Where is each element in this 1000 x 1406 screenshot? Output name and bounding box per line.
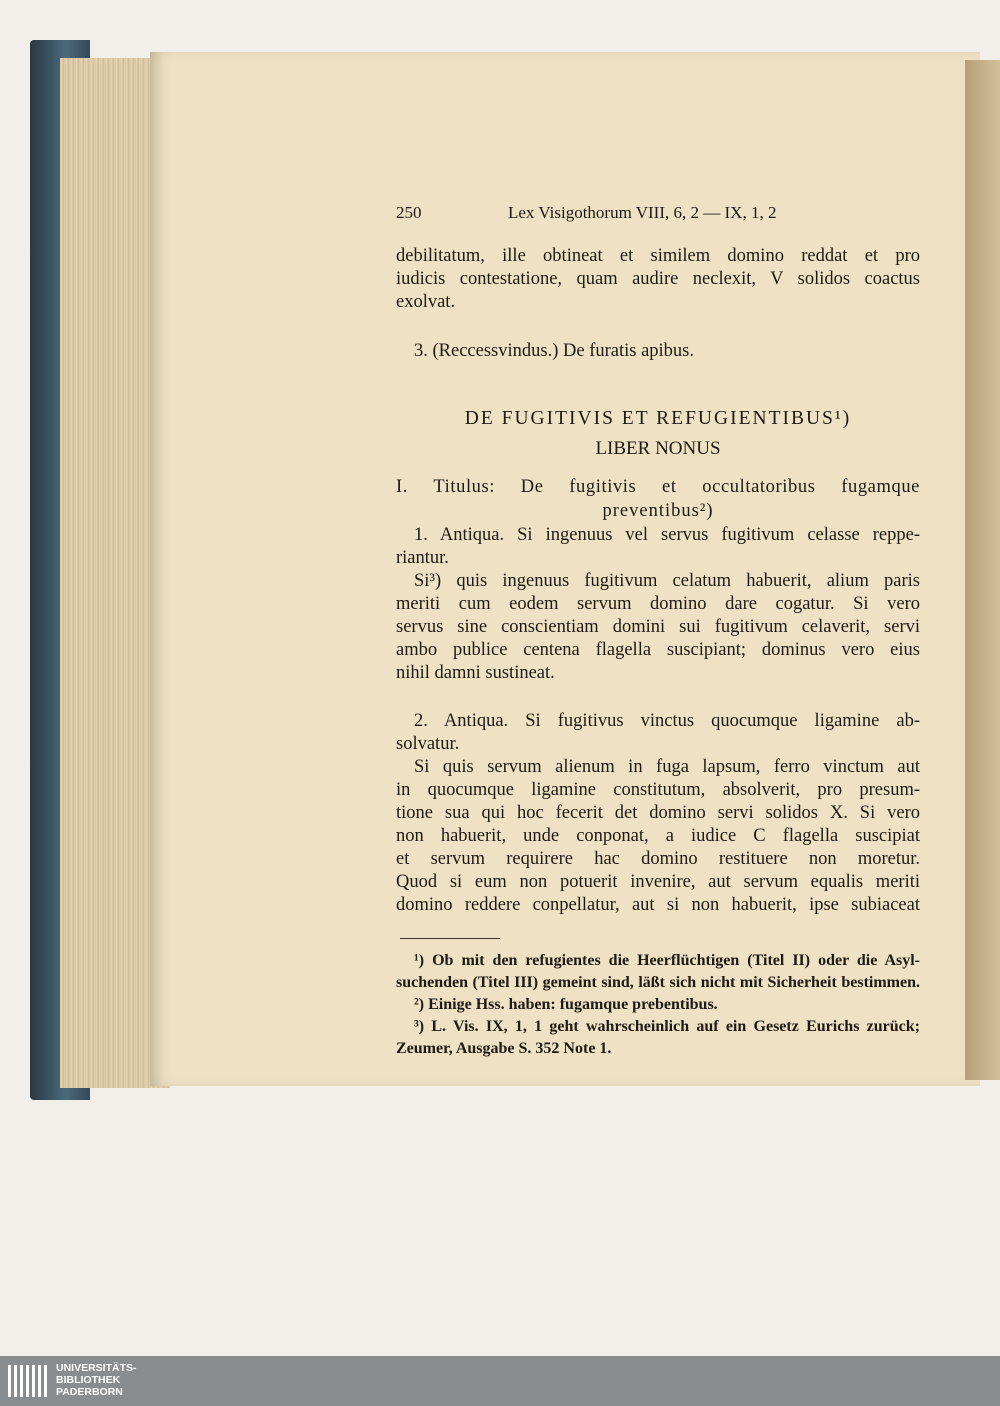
footnote-rule <box>400 938 500 939</box>
text-line: exolvat. <box>396 292 456 312</box>
law-heading: 2. Antiqua. Si fugitivus vinctus quocumque ligamine ab- <box>414 711 920 731</box>
footnote: ¹) Ob mit den refugientes die Heerflüchtigen (Titel II) oder die Asyl- <box>414 952 920 969</box>
titulus-heading: I. Titulus: De fugitivis et occultatoribus fugamque <box>396 477 920 497</box>
text-line: iudicis contestatione, quam audire neclexit, V solidos coactus <box>396 269 920 289</box>
titulus-heading-cont: preventibus²) <box>602 501 714 521</box>
text-line: tione sua qui hoc fecerit det domino servi solidos X. Si vero <box>396 803 920 823</box>
section-heading: 3. (Reccessvindus.) De furatis apibus. <box>414 341 695 361</box>
text-line: Si quis servum alienum in fuga lapsum, ferro vinctum aut <box>414 757 920 777</box>
book-subheading: LIBER NONUS <box>595 438 721 459</box>
footnote-cont: suchenden (Titel III) gemeint sind, läßt sich nicht mit Sicherheit bestimmen. <box>396 974 920 991</box>
text-line: Quod si eum non potuerit invenire, aut servum equalis meriti <box>396 872 920 892</box>
library-logo-icon <box>8 1365 48 1397</box>
running-title: Lex Visigothorum VIII, 6, 2 — IX, 1, 2 <box>508 203 777 222</box>
footnote: ³) L. Vis. IX, 1, 1 geht wahrscheinlich auf ein Gesetz Eurichs zurück; <box>414 1018 920 1035</box>
library-name-line: BIBLIOTHEK <box>56 1374 121 1386</box>
law-heading-cont: solvatur. <box>396 734 460 754</box>
text-line: meriti cum eodem servum domino dare cogatur. Si vero <box>396 594 920 614</box>
footnote: ²) Einige Hss. haben: fugamque prebentibus. <box>414 996 718 1013</box>
law-heading-cont: riantur. <box>396 548 449 568</box>
text-line: et servum requirere hac domino restituere non moretur. <box>396 849 920 869</box>
text-line: servus sine conscientiam domini sui fugitivum celaverit, servi <box>396 617 920 637</box>
text-line: nihil damni sustineat. <box>396 663 555 683</box>
library-name-line: PADERBORN <box>56 1386 123 1398</box>
law-heading: 1. Antiqua. Si ingenuus vel servus fugitivum celasse reppe- <box>414 525 920 545</box>
book-heading: DE FUGITIVIS ET REFUGIENTIBUS¹) <box>464 408 852 429</box>
library-footer <box>0 1356 1000 1406</box>
library-name[interactable] <box>56 1362 137 1398</box>
text-line: Si³) quis ingenuus fugitivum celatum habuerit, alium paris <box>414 571 920 591</box>
footnote-cont: Zeumer, Ausgabe S. 352 Note 1. <box>396 1040 612 1057</box>
text-line: domino reddere conpellatur, aut si non habuerit, ipse subiaceat <box>396 895 920 915</box>
text-line: in quocumque ligamine constitutum, absolverit, pro presum- <box>396 780 920 800</box>
facing-page-edge <box>965 60 1000 1080</box>
library-name-line: UNIVERSITÄTS- <box>56 1362 137 1374</box>
page-number: 250 <box>396 203 422 222</box>
text-line: non habuerit, unde conponat, a iudice C flagella suscipiat <box>396 826 920 846</box>
text-line: debilitatum, ille obtineat et similem domino reddat et pro <box>396 246 920 266</box>
text-line: ambo publice centena flagella suscipiant; dominus vero eius <box>396 640 920 660</box>
